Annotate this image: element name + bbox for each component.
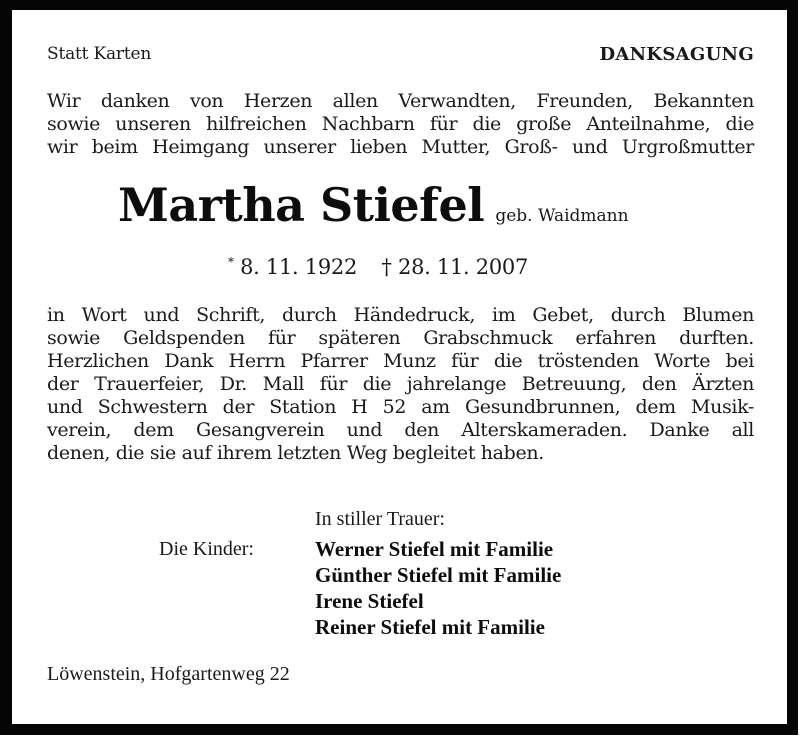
- birth-star-icon: *: [228, 255, 234, 269]
- birth-date: 8. 11. 1922: [240, 255, 358, 279]
- body-line: sowie Geldspenden für späteren Grabschmuck erfahren durften.: [47, 327, 754, 349]
- body-line: und Schwestern der Station H 52 am Gesundbrunnen, dem Musik-: [47, 396, 754, 418]
- intro-line: Wir danken von Herzen allen Verwandten, Freunden, Bekannten: [47, 90, 754, 112]
- intro-line: wir beim Heimgang unserer lieben Mutter, Groß- und Urgroßmutter: [47, 136, 754, 158]
- mourner-name: Irene Stiefel: [315, 589, 424, 613]
- header-statt-karten: Statt Karten: [47, 44, 152, 64]
- mourning-intro: In stiller Trauer:: [315, 508, 445, 530]
- cross-icon: †: [381, 255, 392, 279]
- deceased-name-block: [118, 178, 629, 232]
- mourner-name: Günther Stiefel mit Familie: [315, 563, 562, 587]
- intro-line: sowie unseren hilfreichen Nachbarn für die große Anteilnahme, die: [47, 113, 754, 135]
- body-line: der Trauerfeier, Dr. Mall für die jahrelange Betreuung, den Ärzten: [47, 373, 754, 395]
- body-line: denen, die sie auf ihrem letzten Weg begleitet haben.: [47, 442, 544, 464]
- maiden-name: geb. Waidmann: [495, 206, 629, 226]
- mourner-name: Reiner Stiefel mit Familie: [315, 615, 545, 639]
- obituary-notice: [12, 10, 787, 724]
- children-label: Die Kinder:: [159, 538, 254, 560]
- body-line: verein, dem Gesangverein und den Alterskameraden. Danke all: [47, 419, 754, 441]
- address: Löwenstein, Hofgartenweg 22: [47, 663, 290, 685]
- mourner-name: Werner Stiefel mit Familie: [315, 537, 554, 561]
- death-date: 28. 11. 2007: [398, 255, 529, 279]
- deceased-name: Martha Stiefel: [118, 178, 485, 232]
- body-line: Herzlichen Dank Herrn Pfarrer Munz für die tröstenden Worte bei: [47, 350, 754, 372]
- body-line: in Wort und Schrift, durch Händedruck, im Gebet, durch Blumen: [47, 304, 754, 326]
- header-danksagung: DANKSAGUNG: [599, 44, 754, 65]
- life-dates: [228, 255, 528, 279]
